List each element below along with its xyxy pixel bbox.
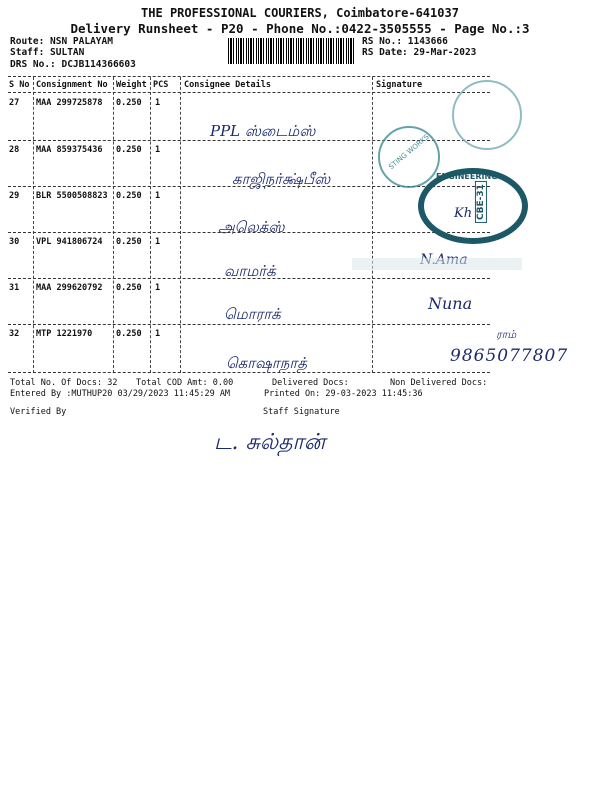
row-rule xyxy=(8,278,490,279)
delivered-docs: Delivered Docs: xyxy=(272,378,349,388)
row-rule xyxy=(8,232,490,233)
runsheet-title: Delivery Runsheet - P20 - Phone No.:0422-3505555 - Page No.:3 xyxy=(70,21,530,36)
row-weight: 0.250 xyxy=(116,237,142,247)
row-pcs: 1 xyxy=(155,191,161,201)
staff-label: Staff: SULTAN xyxy=(10,47,85,58)
row-weight: 0.250 xyxy=(116,283,142,293)
staff-signature-label: Staff Signature xyxy=(263,407,340,417)
signature-row31: Nuna xyxy=(428,294,473,313)
col-divider xyxy=(150,77,151,373)
signature-row29: Kh xyxy=(454,206,473,221)
row-consignment: BLR 5500508823 xyxy=(36,191,108,201)
row-pcs: 1 xyxy=(155,237,161,247)
row-pcs: 1 xyxy=(155,145,161,155)
col-header-pcs: PCS xyxy=(153,80,169,90)
row-weight: 0.250 xyxy=(116,191,142,201)
row-weight: 0.250 xyxy=(116,98,142,108)
round-stamp-teal xyxy=(452,80,522,150)
row-sno: 31 xyxy=(9,283,20,293)
row-sno: 32 xyxy=(9,329,20,339)
col-divider xyxy=(372,77,373,373)
col-divider xyxy=(180,77,181,373)
col-header-sno: S No xyxy=(9,80,30,90)
row-consignee-handwriting: கொஷாநாத் xyxy=(226,354,307,372)
col-header-weight: Weight xyxy=(116,80,147,90)
col-header-consignment: Consignment No xyxy=(36,80,108,90)
staff-signature: ட. சுல்தான் xyxy=(214,430,326,455)
row-sno: 30 xyxy=(9,237,20,247)
non-delivered-docs: Non Delivered Docs: xyxy=(390,378,488,388)
row-consignment: MTP 1221970 xyxy=(36,329,93,339)
row-consignee-handwriting: அலெக்ஸ் xyxy=(218,218,285,236)
row-sno: 29 xyxy=(9,191,20,201)
col-header-consignee: Consignee Details xyxy=(184,80,271,90)
row-consignment: MAA 299620792 xyxy=(36,283,103,293)
row-weight: 0.250 xyxy=(116,329,142,339)
row-consignee-handwriting: PPL ஸ்டைம்ஸ் xyxy=(210,122,316,140)
table-top-rule xyxy=(8,76,490,77)
row-consignment: MAA 299725878 xyxy=(36,98,103,108)
row-pcs: 1 xyxy=(155,283,161,293)
row-consignee-handwriting: காஜிநர்க்ஷ்பீஸ் xyxy=(232,170,331,188)
row-rule xyxy=(8,324,490,325)
signature-row32-phone: 9865077807 xyxy=(450,346,569,366)
row-consignee-handwriting: வாமர்க் xyxy=(224,262,276,280)
stamp-works-text: STING WORKS xyxy=(387,132,431,172)
total-docs: Total No. Of Docs: 32 xyxy=(10,378,118,388)
row-pcs: 1 xyxy=(155,98,161,108)
entered-by: Entered By :MUTHUP20 03/29/2023 11:45:29 AM xyxy=(10,389,231,399)
row-consignee-handwriting: மொராக் xyxy=(224,305,281,323)
col-divider xyxy=(113,77,114,373)
company-title: THE PROFESSIONAL COURIERS, Coimbatore-641037 xyxy=(141,6,459,20)
barcode xyxy=(228,38,356,64)
engineering-stamp-code: CBE-31 xyxy=(475,181,487,223)
col-header-signature: Signature xyxy=(376,80,423,90)
row-pcs: 1 xyxy=(155,329,161,339)
rs-number: RS No.: 1143666 xyxy=(362,36,448,47)
table-header-rule xyxy=(8,92,490,93)
row-sno: 28 xyxy=(9,145,20,155)
engineering-stamp-text: ENGINEERING xyxy=(436,172,498,181)
row-consignment: VPL 941806724 xyxy=(36,237,103,247)
printed-on: Printed On: 29-03-2023 11:45:36 xyxy=(264,389,423,399)
signature-row32-name: ராம் xyxy=(496,328,517,341)
col-divider xyxy=(33,77,34,373)
faded-stamp-line xyxy=(352,258,522,270)
table-bottom-rule xyxy=(8,372,490,373)
row-weight: 0.250 xyxy=(116,145,142,155)
drs-number: DRS No.: DCJB114366603 xyxy=(10,59,136,70)
verified-by: Verified By xyxy=(10,407,67,417)
row-consignment: MAA 859375436 xyxy=(36,145,103,155)
row-sno: 27 xyxy=(9,98,20,108)
total-cod: Total COD Amt: 0.00 xyxy=(136,378,234,388)
rs-date: RS Date: 29-Mar-2023 xyxy=(362,47,477,58)
route-label: Route: NSN PALAYAM xyxy=(10,36,113,47)
